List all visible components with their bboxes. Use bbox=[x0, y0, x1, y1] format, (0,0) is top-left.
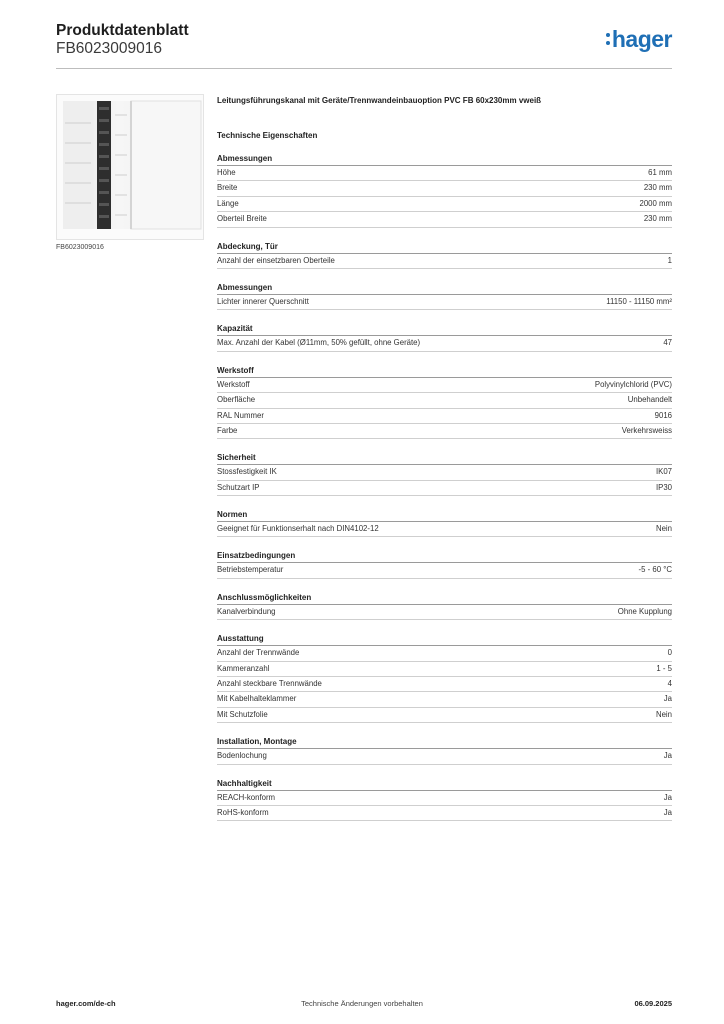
spec-value: 4 bbox=[667, 679, 672, 689]
cable-duct-illustration bbox=[57, 95, 203, 239]
spec-label: Lichter innerer Querschnitt bbox=[217, 296, 309, 306]
spec-label: Anzahl der Trennwände bbox=[217, 648, 300, 658]
technical-properties-heading: Technische Eigenschaften bbox=[217, 131, 318, 140]
spec-value: Ohne Kupplung bbox=[617, 606, 672, 616]
spec-label: Kammeranzahl bbox=[217, 663, 270, 673]
spec-value: 47 bbox=[663, 338, 672, 348]
logo-dots-icon bbox=[606, 31, 611, 46]
spec-value: 1 bbox=[667, 255, 672, 265]
spec-row bbox=[217, 336, 672, 351]
spec-label: RAL Nummer bbox=[217, 410, 264, 420]
product-image bbox=[56, 94, 204, 240]
spec-section bbox=[217, 365, 672, 440]
spec-label: Oberfläche bbox=[217, 395, 256, 405]
spec-row bbox=[217, 166, 672, 181]
section-title: Einsatzbedingungen bbox=[217, 550, 672, 563]
spec-row bbox=[217, 646, 672, 661]
spec-section bbox=[217, 282, 672, 310]
spec-section bbox=[217, 736, 672, 764]
section-title: Kapazität bbox=[217, 323, 672, 336]
spec-value: Polyvinylchlorid (PVC) bbox=[594, 379, 672, 389]
spec-label: RoHS-konform bbox=[217, 807, 269, 817]
spec-value: -5 - 60 °C bbox=[638, 565, 672, 575]
spec-label: Bodenlochung bbox=[217, 751, 267, 761]
spec-row bbox=[217, 465, 672, 480]
spec-label: Werkstoff bbox=[217, 379, 250, 389]
spec-section bbox=[217, 153, 672, 228]
section-title: Normen bbox=[217, 509, 672, 522]
spec-row bbox=[217, 522, 672, 537]
spec-value: IP30 bbox=[655, 482, 672, 492]
spec-label: Mit Schutzfolie bbox=[217, 709, 268, 719]
spec-section bbox=[217, 323, 672, 351]
section-title: Werkstoff bbox=[217, 365, 672, 378]
spec-value: 9016 bbox=[654, 410, 672, 420]
spec-value: Verkehrsweiss bbox=[621, 425, 672, 435]
image-caption: FB6023009016 bbox=[56, 244, 104, 251]
spec-row bbox=[217, 212, 672, 227]
spec-label: Oberteil Breite bbox=[217, 214, 267, 224]
spec-value: Nein bbox=[655, 709, 672, 719]
spec-row bbox=[217, 181, 672, 196]
spec-row bbox=[217, 295, 672, 310]
spec-label: Anzahl der einsetzbaren Oberteile bbox=[217, 255, 335, 265]
spec-row bbox=[217, 662, 672, 677]
spec-label: Betriebstemperatur bbox=[217, 565, 284, 575]
spec-row bbox=[217, 605, 672, 620]
spec-label: Geeignet für Funktionserhalt nach DIN4102-12 bbox=[217, 524, 379, 534]
spec-row bbox=[217, 254, 672, 269]
section-title: Sicherheit bbox=[217, 452, 672, 465]
spec-row bbox=[217, 791, 672, 806]
spec-row bbox=[217, 708, 672, 723]
spec-row bbox=[217, 393, 672, 408]
product-title: Leitungsführungskanal mit Geräte/Trennwandeinbauoption PVC FB 60x230mm vweiß bbox=[217, 96, 542, 105]
hager-logo bbox=[606, 26, 672, 53]
spec-value: Ja bbox=[663, 694, 672, 704]
spec-label: Stossfestigkeit IK bbox=[217, 467, 277, 477]
spec-label: Anzahl steckbare Trennwände bbox=[217, 679, 322, 689]
spec-label: Breite bbox=[217, 183, 238, 193]
spec-label: Länge bbox=[217, 198, 239, 208]
spec-value: 2000 mm bbox=[639, 198, 672, 208]
spec-value: 11150 - 11150 mm² bbox=[606, 296, 672, 306]
spec-section bbox=[217, 633, 672, 723]
spec-value: Ja bbox=[663, 751, 672, 761]
section-title: Installation, Montage bbox=[217, 736, 672, 749]
section-title: Nachhaltigkeit bbox=[217, 778, 672, 791]
section-title: Ausstattung bbox=[217, 633, 672, 646]
spec-section bbox=[217, 452, 672, 496]
spec-row bbox=[217, 563, 672, 578]
document-title: Produktdatenblatt bbox=[56, 22, 189, 39]
footer-date: 06.09.2025 bbox=[634, 999, 672, 1008]
spec-row bbox=[217, 378, 672, 393]
section-title: Anschlussmöglichkeiten bbox=[217, 592, 672, 605]
spec-label: Höhe bbox=[217, 168, 236, 177]
section-title: Abdeckung, Tür bbox=[217, 241, 672, 254]
spec-section bbox=[217, 778, 672, 822]
section-title: Abmessungen bbox=[217, 282, 672, 295]
spec-sections bbox=[217, 153, 672, 821]
spec-row bbox=[217, 424, 672, 439]
spec-row bbox=[217, 749, 672, 764]
spec-label: Kanalverbindung bbox=[217, 606, 276, 616]
spec-content bbox=[217, 96, 672, 834]
page-header bbox=[56, 22, 672, 69]
logo-text: hager bbox=[611, 26, 672, 52]
spec-value: 230 mm bbox=[643, 214, 672, 224]
spec-section bbox=[217, 509, 672, 537]
spec-section bbox=[217, 550, 672, 578]
spec-label: Max. Anzahl der Kabel (Ø11mm, 50% gefüllt, ohne Geräte) bbox=[217, 338, 421, 348]
spec-value: Nein bbox=[655, 524, 672, 534]
spec-row bbox=[217, 409, 672, 424]
section-title: Abmessungen bbox=[217, 153, 672, 166]
spec-row bbox=[217, 677, 672, 692]
spec-section bbox=[217, 241, 672, 269]
spec-label: Schutzart IP bbox=[217, 482, 260, 492]
spec-label: REACH-konform bbox=[217, 792, 276, 802]
spec-value: Unbehandelt bbox=[627, 395, 672, 405]
spec-section bbox=[217, 592, 672, 620]
spec-value: 1 - 5 bbox=[656, 663, 672, 673]
spec-value: 0 bbox=[667, 648, 672, 658]
spec-value: Ja bbox=[663, 807, 672, 817]
footer-note: Technische Änderungen vorbehalten bbox=[301, 999, 423, 1008]
spec-label: Mit Kabelhalteklammer bbox=[217, 694, 297, 704]
spec-value: 230 mm bbox=[643, 183, 672, 193]
spec-value: Ja bbox=[663, 792, 672, 802]
document-number: FB6023009016 bbox=[56, 40, 163, 57]
spec-value: IK07 bbox=[655, 467, 672, 477]
spec-value: 61 mm bbox=[648, 168, 672, 177]
spec-row bbox=[217, 806, 672, 821]
spec-label: Farbe bbox=[217, 425, 238, 435]
spec-row bbox=[217, 197, 672, 212]
footer-website-link[interactable]: hager.com/de-ch bbox=[56, 999, 116, 1008]
spec-row bbox=[217, 692, 672, 707]
spec-row bbox=[217, 481, 672, 496]
